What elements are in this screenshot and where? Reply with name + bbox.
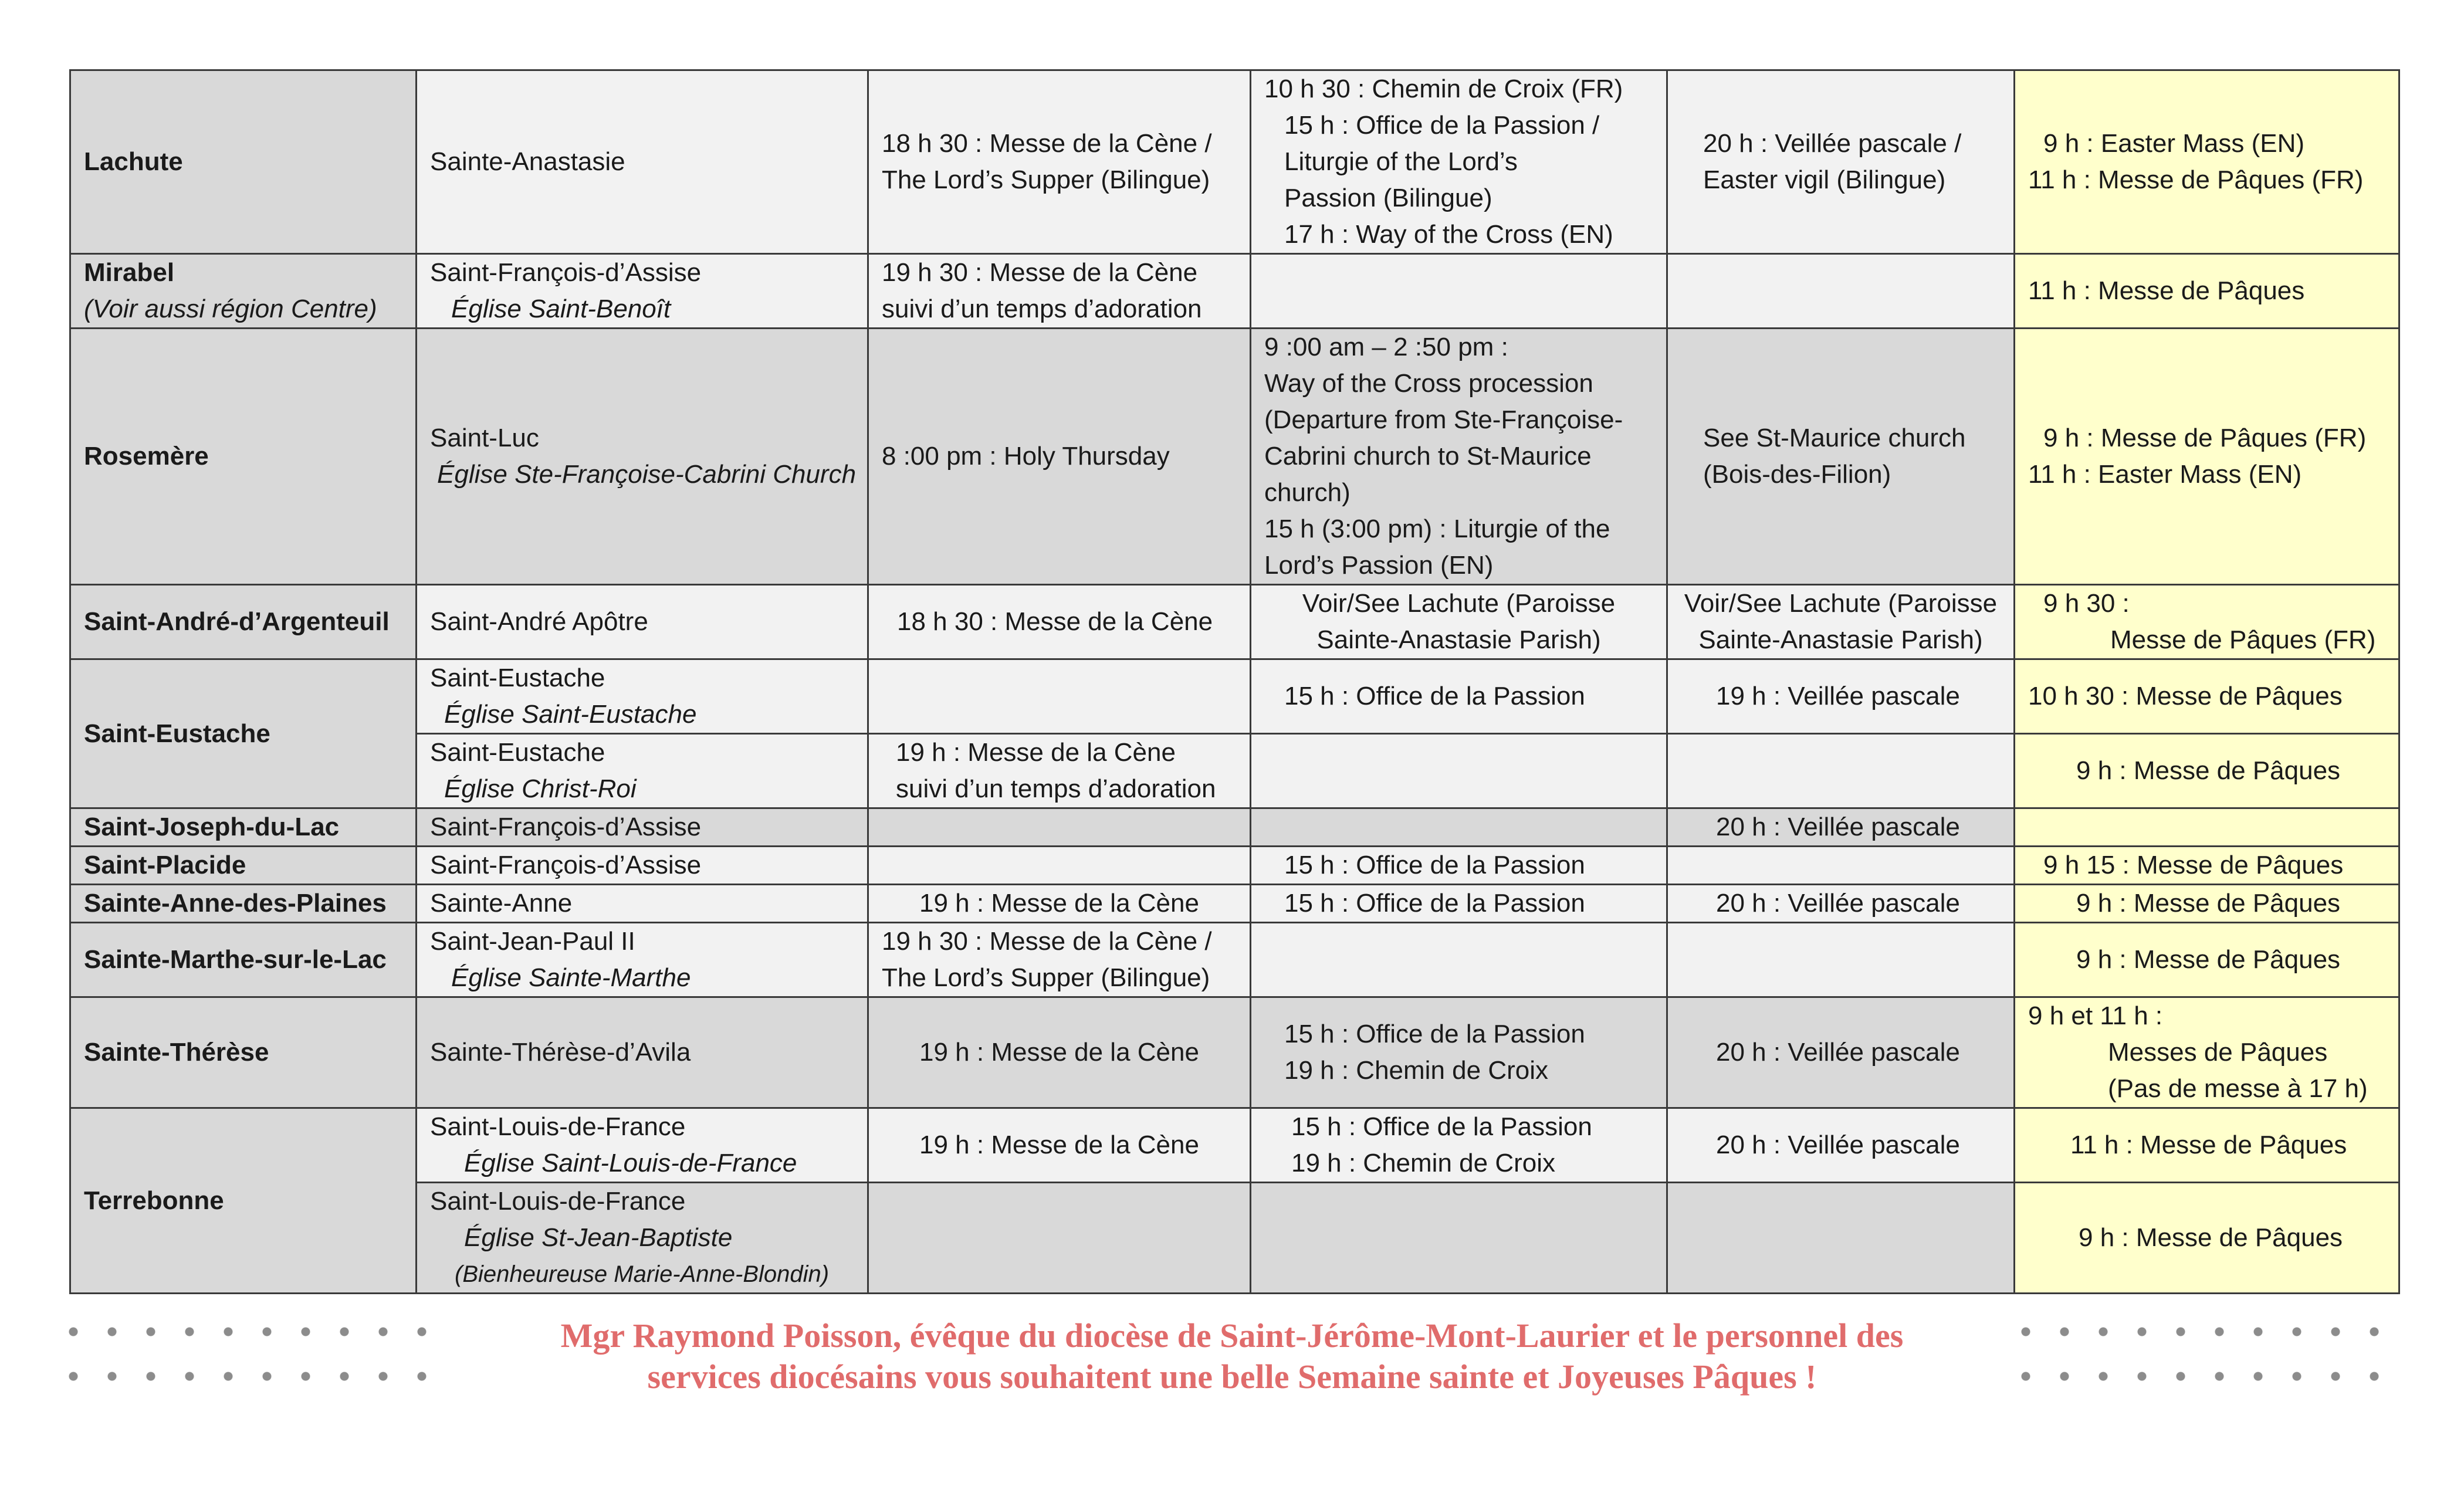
parish-name: Saint-François-d’Assise xyxy=(430,813,702,841)
holy-saturday-cell xyxy=(1667,847,2015,885)
city-name: Terrebonne xyxy=(84,1186,224,1215)
table-row xyxy=(70,847,2399,885)
schedule-line: Way of the Cross procession xyxy=(1264,369,1593,398)
holy-thursday-cell xyxy=(868,997,1251,1108)
parish-cell xyxy=(417,847,868,885)
parish-cell xyxy=(417,923,868,997)
table-row xyxy=(70,808,2399,847)
parish-name: Saint-André Apôtre xyxy=(430,607,648,636)
city-name: Saint-Joseph-du-Lac xyxy=(84,813,340,841)
schedule-line: 20 h : Veillée pascale xyxy=(1716,1038,1960,1067)
footer-message-line: services diocésains vous souhaitent une belle Semaine sainte et Joyeuses Pâques ! xyxy=(647,1358,1817,1396)
holy-saturday-cell xyxy=(1667,923,2015,997)
footer-message xyxy=(469,1315,1995,1397)
city-cell xyxy=(70,659,417,808)
schedule-line: 20 h : Veillée pascale xyxy=(1716,813,1960,841)
schedule-line: The Lord’s Supper (Bilingue) xyxy=(882,963,1210,992)
schedule-line: Voir/See Lachute (Paroisse xyxy=(1302,589,1616,618)
schedule-line: church) xyxy=(1264,478,1351,507)
parish-name: Saint-Louis-de-France xyxy=(430,1187,686,1216)
schedule-line: 15 h : Office de la Passion / xyxy=(1284,111,1600,140)
schedule-line: 20 h : Veillée pascale xyxy=(1716,889,1960,918)
schedule-line: Sainte-Anastasie Parish) xyxy=(1316,625,1601,654)
easter-sunday-cell xyxy=(2015,923,2399,997)
schedule-line: 10 h 30 : Messe de Pâques xyxy=(2028,682,2343,710)
church-name: Église Christ-Roi xyxy=(444,774,637,803)
schedule-line: 18 h 30 : Messe de la Cène / xyxy=(882,129,1212,158)
church-name: Église St-Jean-Baptiste xyxy=(464,1223,733,1252)
schedule-line: Voir/See Lachute (Paroisse xyxy=(1684,589,1998,618)
city-cell xyxy=(70,885,417,923)
schedule-line: 19 h 30 : Messe de la Cène xyxy=(882,258,1198,287)
city-cell xyxy=(70,808,417,847)
church-name: Église Sainte-Marthe xyxy=(451,963,691,992)
holy-thursday-cell xyxy=(868,254,1251,329)
city-name: Sainte-Marthe-sur-le-Lac xyxy=(84,945,387,974)
city-cell xyxy=(70,847,417,885)
holy-saturday-cell xyxy=(1667,254,2015,329)
easter-sunday-cell xyxy=(2015,1108,2399,1183)
easter-sunday-cell xyxy=(2015,808,2399,847)
church-name: Église Saint-Louis-de-France xyxy=(464,1149,797,1177)
good-friday-cell xyxy=(1251,885,1667,923)
schedule-line: 9 h : Messe de Pâques xyxy=(2076,889,2341,918)
table-row xyxy=(70,734,2399,808)
city-name: Lachute xyxy=(84,147,183,176)
city-cell xyxy=(70,585,417,659)
schedule-line: 19 h : Messe de la Cène xyxy=(896,738,1176,767)
schedule-line: Messe de Pâques (FR) xyxy=(2110,625,2376,654)
schedule-line: Easter vigil (Bilingue) xyxy=(1703,165,1946,194)
schedule-line: 10 h 30 : Chemin de Croix (FR) xyxy=(1264,75,1623,103)
parish-name: Saint-Louis-de-France xyxy=(430,1112,686,1141)
schedule-line: 9 h : Messe de Pâques xyxy=(2076,945,2341,974)
parish-cell xyxy=(417,254,868,329)
schedule-line: 9 h 15 : Messe de Pâques xyxy=(2043,851,2344,879)
schedule-line: 19 h : Messe de la Cène xyxy=(919,1038,1199,1067)
schedule-line: 15 h : Office de la Passion xyxy=(1284,889,1585,918)
easter-sunday-cell xyxy=(2015,329,2399,585)
table-row xyxy=(70,329,2399,585)
parish-name: Saint-Eustache xyxy=(430,738,605,767)
good-friday-cell xyxy=(1251,659,1667,734)
good-friday-cell xyxy=(1251,1108,1667,1183)
table-row xyxy=(70,997,2399,1108)
easter-sunday-cell xyxy=(2015,885,2399,923)
church-note: (Bienheureuse Marie-Anne-Blondin) xyxy=(455,1261,830,1287)
city-cell xyxy=(70,70,417,254)
schedule-line: 9 h 30 : xyxy=(2043,589,2130,618)
schedule-line: Sainte-Anastasie Parish) xyxy=(1698,625,1983,654)
city-name: Mirabel xyxy=(84,258,175,287)
schedule-line: Lord’s Passion (EN) xyxy=(1264,551,1494,580)
parish-cell xyxy=(417,734,868,808)
table-row xyxy=(70,659,2399,734)
schedule-line: 15 h : Office de la Passion xyxy=(1284,1020,1585,1048)
schedule-line: Messes de Pâques xyxy=(2108,1038,2328,1067)
good-friday-cell xyxy=(1251,847,1667,885)
parish-cell xyxy=(417,70,868,254)
parish-name: Saint-Luc xyxy=(430,424,539,452)
schedule-line: 20 h : Veillée pascale xyxy=(1716,1131,1960,1159)
footer-message-line: Mgr Raymond Poisson, évêque du diocèse de Saint-Jérôme-Mont-Laurier et le personnel des xyxy=(560,1316,1904,1355)
holy-saturday-cell xyxy=(1667,1183,2015,1294)
schedule-line: 19 h : Chemin de Croix xyxy=(1291,1149,1555,1177)
schedule-line: 19 h : Chemin de Croix xyxy=(1284,1056,1548,1085)
easter-sunday-cell xyxy=(2015,585,2399,659)
parish-cell xyxy=(417,1183,868,1294)
parish-name: Sainte-Thérèse-d’Avila xyxy=(430,1038,691,1067)
table-row xyxy=(70,923,2399,997)
schedule-line: 9 h : Messe de Pâques xyxy=(2076,756,2341,785)
good-friday-cell xyxy=(1251,997,1667,1108)
schedule-line: 19 h : Veillée pascale xyxy=(1716,682,1960,710)
schedule-line: The Lord’s Supper (Bilingue) xyxy=(882,165,1210,194)
parish-cell xyxy=(417,885,868,923)
table-row xyxy=(70,885,2399,923)
easter-sunday-cell xyxy=(2015,997,2399,1108)
schedule-line: 9 h : Messe de Pâques xyxy=(2079,1223,2343,1252)
schedule-line: 19 h 30 : Messe de la Cène / xyxy=(882,927,1212,956)
holy-saturday-cell xyxy=(1667,70,2015,254)
holy-saturday-cell xyxy=(1667,808,2015,847)
schedule-line: (Departure from Ste-Françoise- xyxy=(1264,405,1623,434)
good-friday-cell xyxy=(1251,923,1667,997)
good-friday-cell xyxy=(1251,808,1667,847)
schedule-line: (Pas de messe à 17 h) xyxy=(2108,1074,2368,1103)
parish-name: Saint-Jean-Paul II xyxy=(430,927,635,956)
parish-name: Sainte-Anne xyxy=(430,889,573,918)
schedule-line: 11 h : Messe de Pâques (FR) xyxy=(2028,165,2364,194)
good-friday-cell xyxy=(1251,1183,1667,1294)
schedule-line: 20 h : Veillée pascale / xyxy=(1703,129,1962,158)
parish-cell xyxy=(417,585,868,659)
holy-thursday-cell xyxy=(868,659,1251,734)
parish-cell xyxy=(417,329,868,585)
schedule-line: 17 h : Way of the Cross (EN) xyxy=(1284,220,1613,249)
schedule-line: 9 h et 11 h : xyxy=(2028,1001,2163,1030)
schedule-line: 9 :00 am – 2 :50 pm : xyxy=(1264,333,1508,361)
holy-saturday-cell xyxy=(1667,1108,2015,1183)
good-friday-cell xyxy=(1251,254,1667,329)
schedule-line: 9 h : Messe de Pâques (FR) xyxy=(2043,424,2367,452)
holy-saturday-cell xyxy=(1667,885,2015,923)
table-row xyxy=(70,585,2399,659)
table-row xyxy=(70,1183,2399,1294)
good-friday-cell xyxy=(1251,585,1667,659)
city-name: Saint-André-d’Argenteuil xyxy=(84,607,390,636)
holy-thursday-cell xyxy=(868,70,1251,254)
table-row xyxy=(70,254,2399,329)
city-name: Sainte-Thérèse xyxy=(84,1038,269,1067)
parish-cell xyxy=(417,997,868,1108)
church-name: Église Saint-Benoît xyxy=(451,295,671,323)
city-name: Saint-Eustache xyxy=(84,719,270,748)
schedule-line: Cabrini church to St-Maurice xyxy=(1264,442,1592,471)
good-friday-cell xyxy=(1251,70,1667,254)
easter-sunday-cell xyxy=(2015,659,2399,734)
holy-week-schedule-table xyxy=(69,69,2400,1294)
holy-saturday-cell xyxy=(1667,329,2015,585)
holy-thursday-cell xyxy=(868,885,1251,923)
good-friday-cell xyxy=(1251,329,1667,585)
holy-thursday-cell xyxy=(868,329,1251,585)
holy-thursday-cell xyxy=(868,1108,1251,1183)
parish-name: Saint-François-d’Assise xyxy=(430,851,702,879)
holy-thursday-cell xyxy=(868,847,1251,885)
parish-name: Sainte-Anastasie xyxy=(430,147,625,176)
parish-cell xyxy=(417,1108,868,1183)
parish-name: Saint-Eustache xyxy=(430,664,605,692)
holy-saturday-cell xyxy=(1667,734,2015,808)
schedule-line: 18 h 30 : Messe de la Cène xyxy=(897,607,1213,636)
city-cell xyxy=(70,923,417,997)
city-cell xyxy=(70,254,417,329)
schedule-line: 19 h : Messe de la Cène xyxy=(919,889,1199,918)
church-name: Église Saint-Eustache xyxy=(444,700,697,729)
city-cell xyxy=(70,1108,417,1294)
city-name: Sainte-Anne-des-Plaines xyxy=(84,889,387,918)
schedule-line: 15 h : Office de la Passion xyxy=(1284,851,1585,879)
church-name: Église Ste-Françoise-Cabrini Church xyxy=(437,460,857,489)
schedule-line: 11 h : Easter Mass (EN) xyxy=(2028,460,2302,489)
table-row xyxy=(70,70,2399,254)
parish-cell xyxy=(417,808,868,847)
schedule-line: 15 h (3:00 pm) : Liturgie of the xyxy=(1264,515,1610,543)
easter-sunday-cell xyxy=(2015,734,2399,808)
good-friday-cell xyxy=(1251,734,1667,808)
schedule-line: See St-Maurice church xyxy=(1703,424,1966,452)
schedule-line: 15 h : Office de la Passion xyxy=(1291,1112,1592,1141)
schedule-line: 11 h : Messe de Pâques xyxy=(2028,276,2305,305)
schedule-line: (Bois-des-Filion) xyxy=(1703,460,1891,489)
holy-saturday-cell xyxy=(1667,585,2015,659)
schedule-line: suivi d’un temps d’adoration xyxy=(882,295,1202,323)
schedule-line: 9 h : Easter Mass (EN) xyxy=(2043,129,2305,158)
schedule-line: 19 h : Messe de la Cène xyxy=(919,1131,1199,1159)
schedule-body xyxy=(70,70,2399,1294)
schedule-line: Passion (Bilingue) xyxy=(1284,184,1492,212)
schedule-line: 8 :00 pm : Holy Thursday xyxy=(882,442,1170,471)
decorative-dot-grid-left xyxy=(54,1309,441,1409)
easter-sunday-cell xyxy=(2015,1183,2399,1294)
holy-saturday-cell xyxy=(1667,997,2015,1108)
schedule-line: 11 h : Messe de Pâques xyxy=(2070,1131,2347,1159)
city-note: (Voir aussi région Centre) xyxy=(84,295,377,323)
decorative-dot-grid-right xyxy=(2006,1309,2394,1409)
holy-thursday-cell xyxy=(868,1183,1251,1294)
city-cell xyxy=(70,329,417,585)
table-row xyxy=(70,1108,2399,1183)
holy-thursday-cell xyxy=(868,585,1251,659)
easter-sunday-cell xyxy=(2015,847,2399,885)
holy-saturday-cell xyxy=(1667,659,2015,734)
city-name: Saint-Placide xyxy=(84,851,246,879)
holy-thursday-cell xyxy=(868,923,1251,997)
parish-cell xyxy=(417,659,868,734)
easter-sunday-cell xyxy=(2015,70,2399,254)
holy-thursday-cell xyxy=(868,808,1251,847)
schedule-line: 15 h : Office de la Passion xyxy=(1284,682,1585,710)
parish-name: Saint-François-d’Assise xyxy=(430,258,702,287)
holy-thursday-cell xyxy=(868,734,1251,808)
easter-sunday-cell xyxy=(2015,254,2399,329)
schedule-line: Liturgie of the Lord’s xyxy=(1284,147,1518,176)
schedule-line: suivi d’un temps d’adoration xyxy=(896,774,1216,803)
city-cell xyxy=(70,997,417,1108)
city-name: Rosemère xyxy=(84,442,209,471)
